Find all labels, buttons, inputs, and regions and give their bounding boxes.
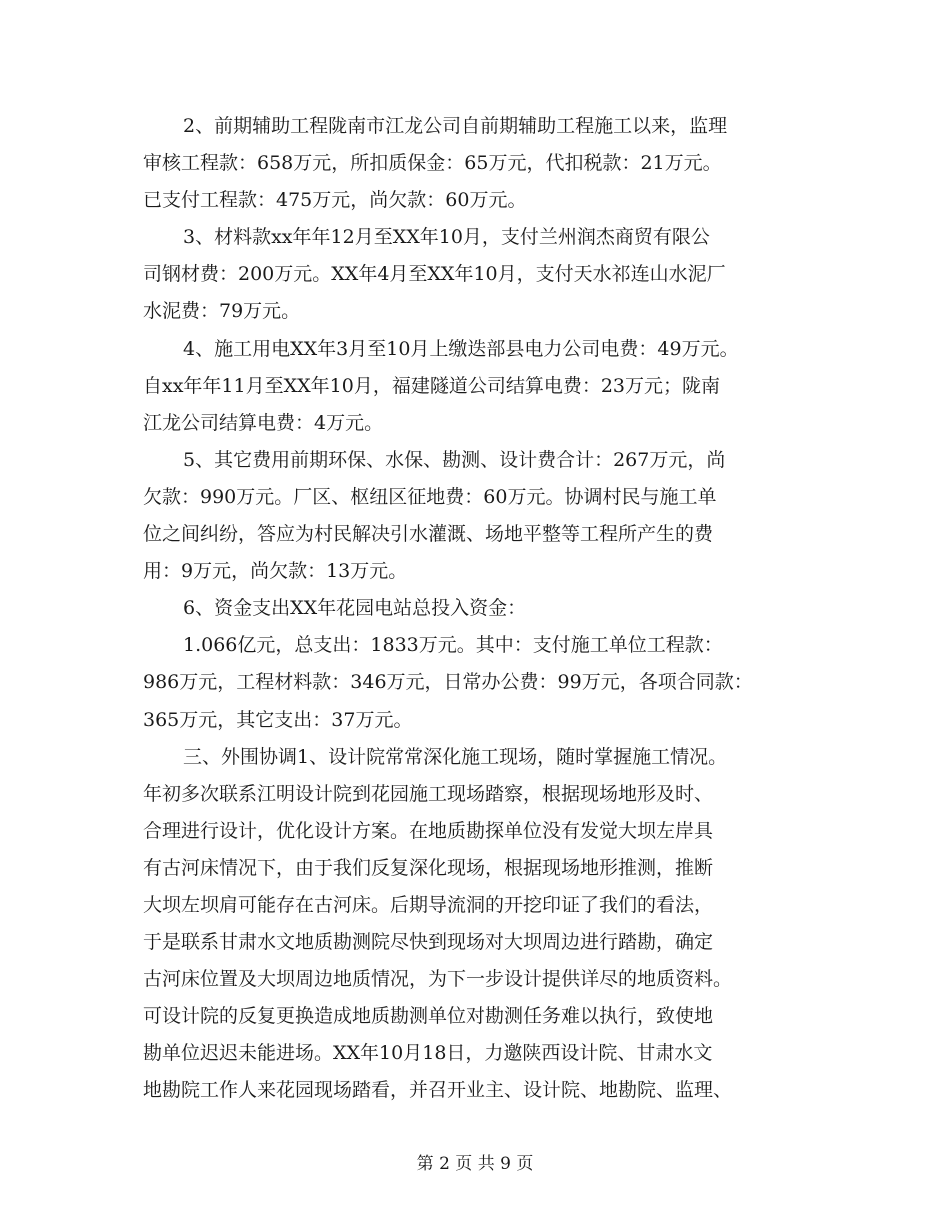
text-line: 于是联系甘肃水文地质勘测院尽快到现场对大坝周边进行踏勘，确定 [143, 931, 714, 954]
text-line: 4、施工用电XX年3月至10月上缴迭部县电力公司电费：49万元。 [183, 337, 739, 360]
text-line: 有古河床情况下，由于我们反复深化现场，根据现场地形推测，推断 [143, 856, 714, 879]
text-line: 江龙公司结算电费：4万元。 [143, 411, 384, 434]
text-line: 位之间纠纷，答应为村民解决引水灌溉、场地平整等工程所产生的费 [143, 523, 714, 546]
text-line: 3、材料款xx年年12月至XX年10月，支付兰州润杰商贸有限公 [183, 226, 710, 249]
text-line: 地勘院工作人来花园现场踏看，并召开业主、设计院、地勘院、监理、 [143, 1079, 733, 1102]
text-line: 水泥费：79万元。 [143, 300, 301, 323]
text-line: 可设计院的反复更换造成地质勘测单位对勘测任务难以执行，致使地 [143, 1005, 714, 1028]
text-line: 自xx年年11月至XX年10月，福建隧道公司结算电费：23万元；陇南 [143, 374, 721, 397]
body-text [143, 108, 815, 1110]
text-line: 欠款：990万元。厂区、枢纽区征地费：60万元。协调村民与施工单 [143, 485, 717, 508]
text-line: 365万元，其它支出：37万元。 [143, 708, 413, 731]
page-footer: 第 2 页 共 9 页 [416, 1154, 534, 1174]
text-line: 大坝左坝肩可能存在古河床。后期导流洞的开挖印证了我们的看法， [143, 893, 714, 916]
text-line: 1.066亿元，总支出：1833万元。其中：支付施工单位工程款： [183, 634, 723, 657]
text-line: 6、资金支出XX年花园电站总投入资金： [183, 597, 527, 620]
text-line: 2、前期辅助工程陇南市江龙公司自前期辅助工程施工以来，监理 [183, 115, 728, 137]
text-line: 用：9万元，尚欠款：13万元。 [143, 560, 408, 583]
text-line: 986万元，工程材料款：346万元，日常办公费：99万元，各项合同款： [143, 671, 753, 694]
text-line: 古河床位置及大坝周边地质情况，为下一步设计提供详尽的地质资料。 [143, 968, 733, 991]
text-line: 司钢材费：200万元。XX年4月至XX年10月，支付天水祁连山水泥厂 [143, 263, 726, 286]
text-line: 合理进行设计，优化设计方案。在地质勘探单位没有发觉大坝左岸具 [143, 819, 714, 842]
text-line: 勘单位迟迟未能进场。XX年10月18日，力邀陕西设计院、甘肃水文 [143, 1042, 713, 1065]
text-line: 5、其它费用前期环保、水保、勘测、设计费合计：267万元，尚 [183, 448, 726, 471]
text-line: 年初多次联系江明设计院到花园施工现场踏察，根据现场地形及时、 [143, 782, 714, 805]
text-line: 已支付工程款：475万元，尚欠款：60万元。 [143, 189, 527, 212]
text-line: 审核工程款：658万元，所扣质保金：65万元，代扣税款：21万元。 [143, 152, 722, 175]
text-line: 三、外围协调1、设计院常常深化施工现场，随时掌握施工情况。 [183, 745, 728, 768]
